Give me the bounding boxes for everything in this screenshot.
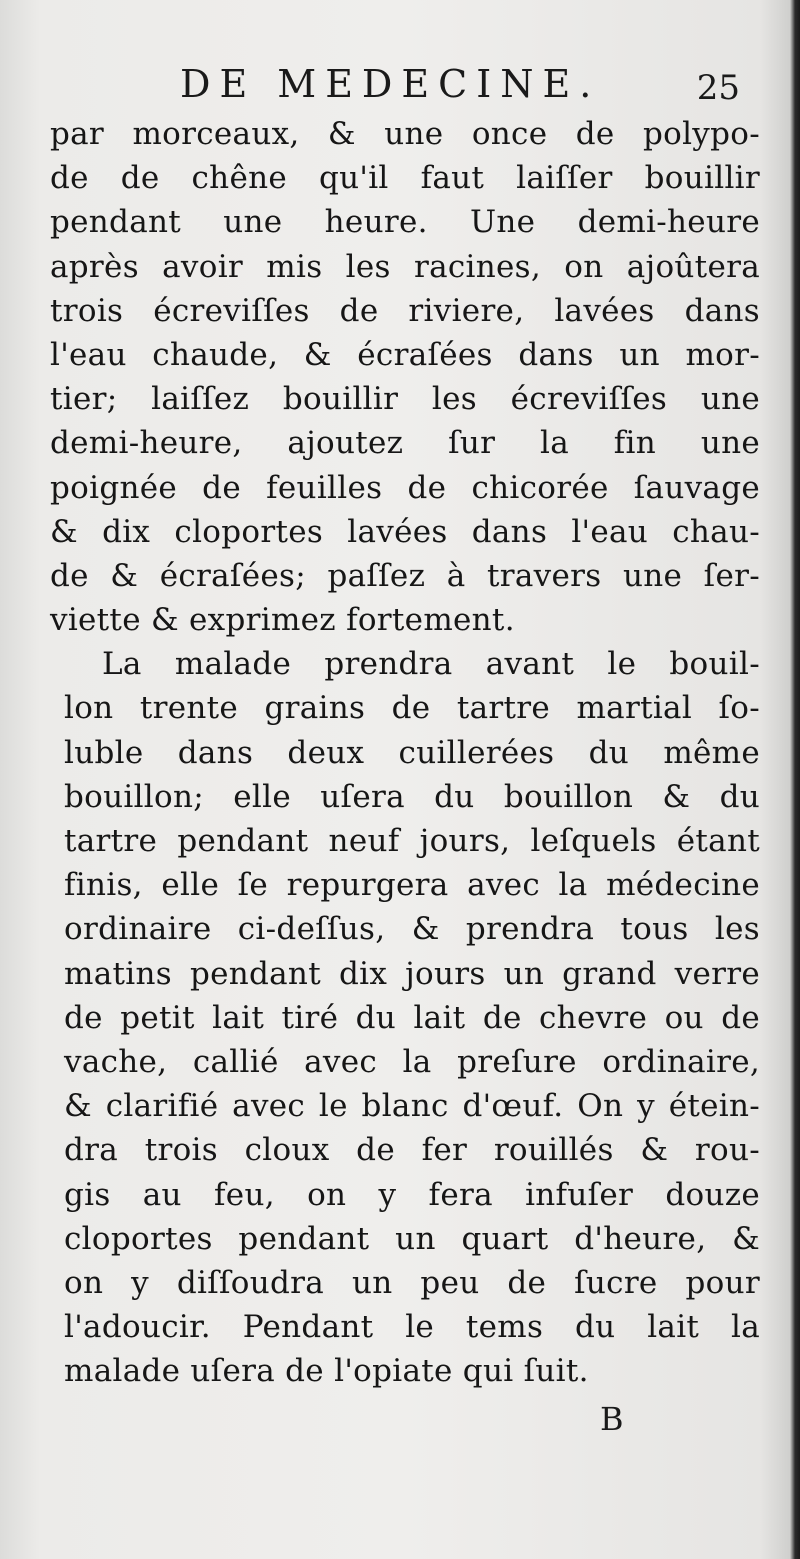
paragraph bbox=[50, 112, 760, 642]
text-line: par morceaux, & une once de polypo- bbox=[50, 116, 760, 152]
text-line: La malade prendra avant le bouil- bbox=[102, 646, 760, 683]
running-head: DE MEDECINE. bbox=[180, 62, 601, 106]
paragraph bbox=[50, 642, 760, 1393]
text-line: tartre pendant neuf jours, leſquels étant bbox=[64, 823, 760, 859]
text-line: tier; laiſſez bouillir les écreviſſes une bbox=[50, 381, 760, 418]
text-line: on y diſſoudra un peu de ſucre pour bbox=[64, 1264, 760, 1301]
text-line: ordinaire ci-deſſus, & prendra tous les bbox=[64, 911, 760, 948]
text-line: lon trente grains de tartre martial ſo- bbox=[64, 690, 760, 727]
text-line: poignée de feuilles de chicorée ſauvage bbox=[50, 469, 760, 506]
text-line: de petit lait tiré du lait de chevre ou de bbox=[64, 999, 760, 1036]
text-line: pendant une heure. Une demi-heure bbox=[50, 204, 760, 241]
text-line: & dix cloportes lavées dans l'eau chau- bbox=[50, 513, 760, 550]
text-line: demi-heure, ajoutez ſur la fin une bbox=[50, 425, 760, 462]
text-line: l'adoucir. Pendant le tems du lait la bbox=[64, 1309, 760, 1346]
body-text bbox=[50, 112, 760, 1393]
text-line: de & écraſées; paſſez à travers une ſer- bbox=[50, 557, 760, 594]
text-line: après avoir mis les racines, on ajoûtera bbox=[50, 248, 760, 285]
text-line: dra trois cloux de fer rouillés & rou- bbox=[64, 1132, 760, 1169]
text-line: & clarifié avec le blanc d'œuf. On y étein- bbox=[64, 1088, 760, 1125]
text-line: luble dans deux cuillerées du même bbox=[64, 734, 760, 771]
text-line: cloportes pendant un quart d'heure, & bbox=[64, 1220, 760, 1257]
text-line: finis, elle ſe repurgera avec la médecine bbox=[64, 867, 760, 904]
text-line: l'eau chaude, & écraſées dans un mor- bbox=[50, 336, 760, 373]
signature-mark: B bbox=[600, 1400, 624, 1438]
page-number: 25 bbox=[696, 68, 740, 108]
text-line: trois écreviſſes de riviere, lavées dans bbox=[50, 292, 760, 329]
text-line: viette & exprimez fortement. bbox=[50, 602, 515, 639]
text-line: matins pendant dix jours un grand verre bbox=[64, 955, 760, 992]
text-line: vache, callié avec la preſure ordinaire, bbox=[64, 1043, 760, 1080]
text-line: de de chêne qu'il faut laiſſer bouillir bbox=[50, 160, 760, 197]
text-line: malade uſera de l'opiate qui ſuit. bbox=[64, 1353, 589, 1390]
text-line: gis au feu, on y fera infuſer douze bbox=[64, 1176, 760, 1213]
text-line: bouillon; elle uſera du bouillon & du bbox=[64, 778, 760, 815]
